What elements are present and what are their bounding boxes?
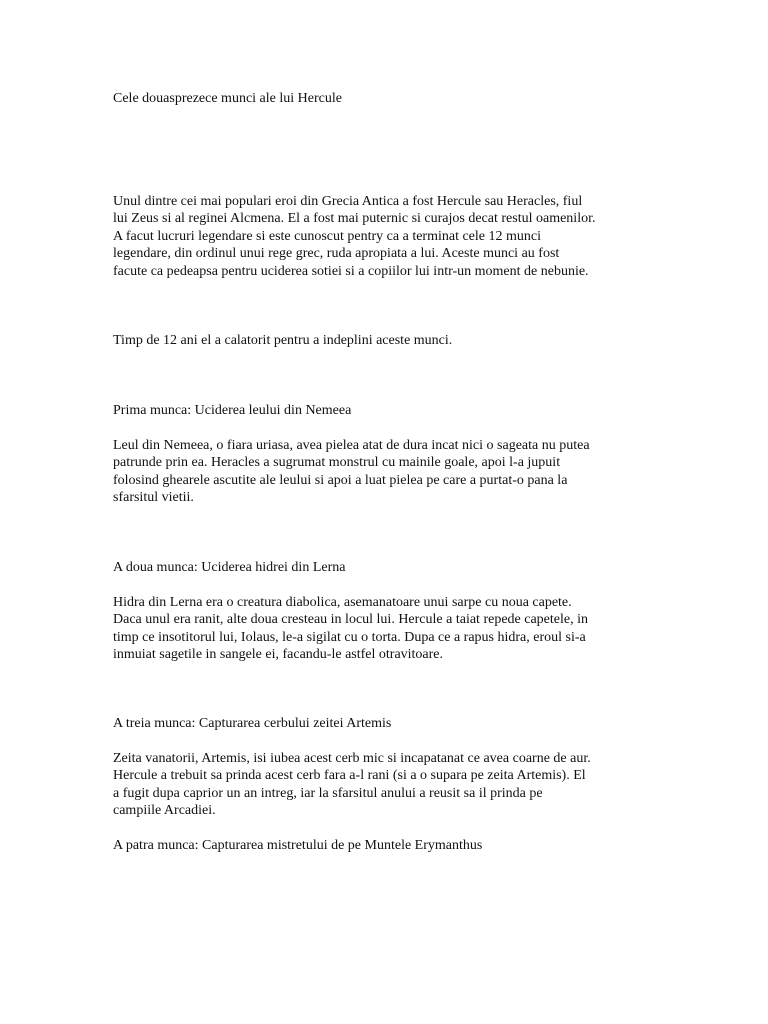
body-line: Zeita vanatorii, Artemis, isi iubea acest cerb mic si incapatanat ce avea coarne de aur. <box>113 751 591 766</box>
body-line: timp ce insotitorul lui, Iolaus, le-a sigilat cu o torta. Dupa ce a rapus hidra, eroul si-a <box>113 629 586 645</box>
journey-text: Timp de 12 ani el a calatorit pentru a indeplini aceste munci. <box>113 333 453 348</box>
section-body-labor-3 <box>113 750 673 820</box>
title-text: Cele douasprezece munci ale lui Hercule <box>113 91 342 106</box>
body-line: a fugit dupa caprior un an intreg, iar la sfarsitul anului a reusit sa il prinda pe <box>113 785 543 801</box>
intro-line: Unul dintre cei mai populari eroi din Grecia Antica a fost Hercule sau Heracles, fiul <box>113 194 583 209</box>
body-line: campiile Arcadiei. <box>113 803 216 819</box>
body-line: folosind ghearele ascutite ale leului si apoi a luat pielea pe care a purtat-o pana la <box>113 472 568 488</box>
section-heading-labor-4 <box>113 837 673 854</box>
body-line: Hercule a trebuit sa prinda acest cerb fara a-l rani (si a o supara pe zeita Artemis). El <box>113 768 586 784</box>
intro-paragraph <box>113 193 673 280</box>
section-body-labor-2 <box>113 594 673 664</box>
section-heading-labor-1 <box>113 402 673 419</box>
intro-line: lui Zeus si al reginei Alcmena. El a fost mai puternic si curajos decat restul oamenilor. <box>113 211 596 227</box>
intro-line: A facut lucruri legendare si este cunoscut pentry ca a terminat cele 12 munci <box>113 228 541 244</box>
section-heading-text: A doua munca: Uciderea hidrei din Lerna <box>113 560 346 575</box>
body-line: Daca unul era ranit, alte doua cresteau in locul lui. Hercule a taiat repede capetele, in <box>113 612 588 628</box>
body-line: patrunde prin ea. Heracles a sugrumat monstrul cu mainile goale, apoi l-a jupuit <box>113 455 561 471</box>
section-heading-text: A treia munca: Capturarea cerbului zeitei Artemis <box>113 716 392 731</box>
body-line: sfarsitul vietii. <box>113 490 194 506</box>
document-title <box>113 90 673 107</box>
intro-line: facute ca pedeapsa pentru uciderea sotiei si a copiilor lui intr-un moment de nebunie. <box>113 263 589 279</box>
body-line: Leul din Nemeea, o fiara uriasa, avea pielea atat de dura incat nici o sageata nu putea <box>113 438 590 453</box>
body-line: inmuiat sagetile in sangele ei, facandu-le astfel otravitoare. <box>113 647 444 663</box>
section-heading-labor-3 <box>113 715 673 732</box>
section-body-labor-1 <box>113 437 673 507</box>
intro-line: legendare, din ordinul unui rege grec, ruda apropiata a lui. Aceste munci au fost <box>113 246 560 262</box>
journey-paragraph <box>113 332 673 349</box>
section-heading-text: Prima munca: Uciderea leului din Nemeea <box>113 403 352 418</box>
section-heading-labor-2 <box>113 559 673 576</box>
body-line: Hidra din Lerna era o creatura diabolica, asemanatoare unui sarpe cu noua capete. <box>113 595 572 610</box>
section-heading-text: A patra munca: Capturarea mistretului de pe Muntele Erymanthus <box>113 838 483 853</box>
